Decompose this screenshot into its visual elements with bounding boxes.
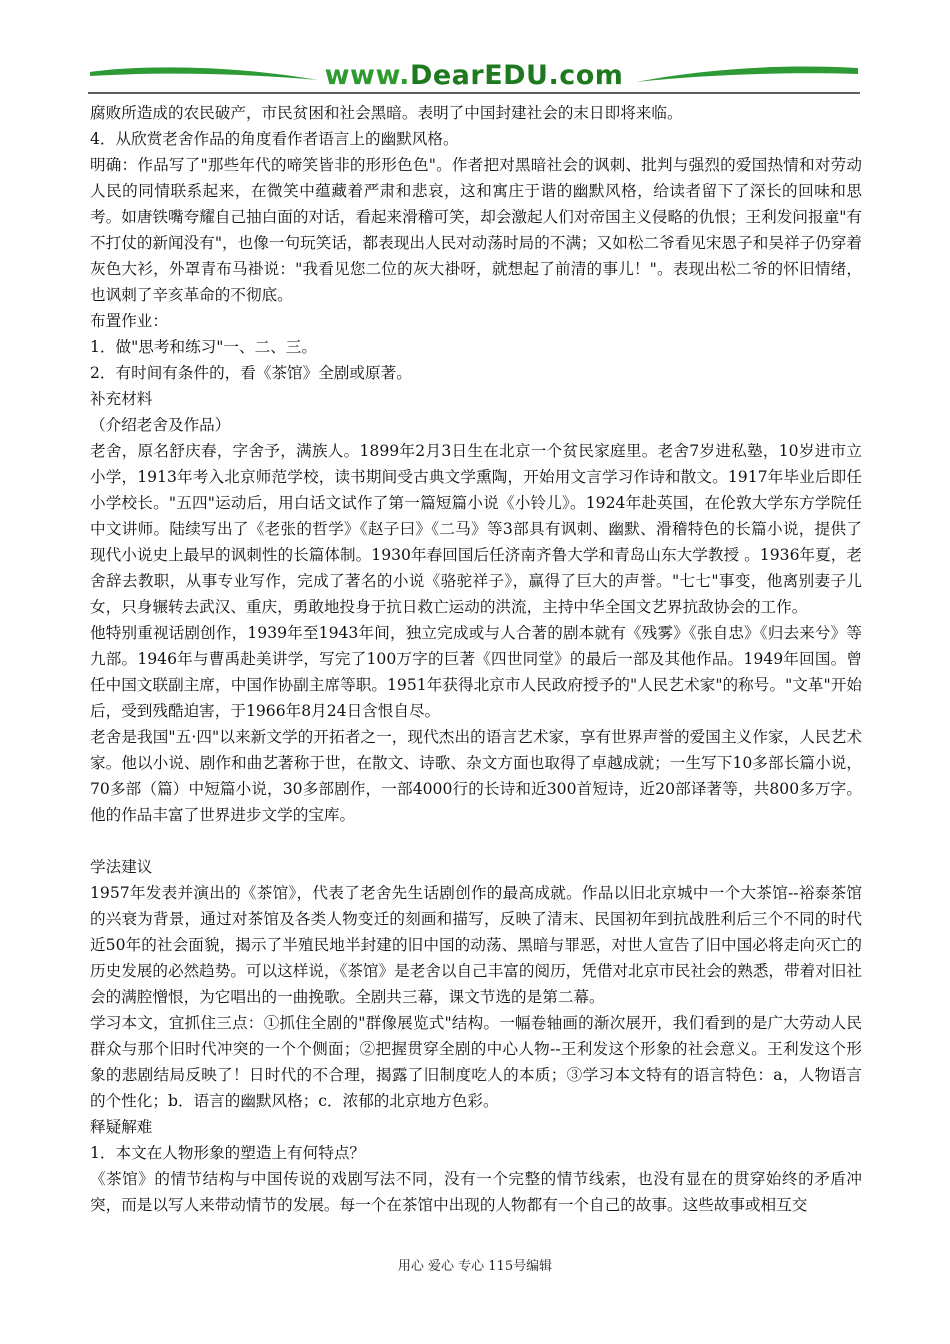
logo-prefix: www. [324, 60, 410, 91]
paragraph: 1．做"思考和练习"一、二、三。 [90, 338, 317, 356]
paragraph: 4．从欣赏老舍作品的角度看作者语言上的幽默风格。 [90, 130, 459, 148]
site-logo-url [88, 60, 860, 92]
paragraph: 老舍是我国"五·四"以来新文学的开拓者之一，现代杰出的语言艺术家，享有世界声誉的爱国主义作家，人民艺术家。他以小说、剧作和曲艺著称于世，在散文、诗歌、杂文方面也取得了卓越成就；一生写下10多部长篇小说，70多部（篇）中短篇小说，30多部剧作，一部4000行的长诗和近300首短诗，近20部译著等，共800多万字。他的作品丰富了世界进步文学的宝库。 [90, 728, 862, 824]
paragraph: 2．有时间有条件的，看《茶馆》全剧或原著。 [90, 364, 412, 382]
section-heading: 学法建议 [90, 858, 153, 876]
paragraph: 学习本文，宜抓住三点：①抓住全剧的"群像展览式"结构。一幅卷轴画的渐次展开，我们看到的是广大劳动人民群众与那个旧时代冲突的一个个侧面；②把握贯穿全剧的中心人物--王利发这个形象的社会意义。王利发这个形象的悲剧结局反映了！日时代的不合理，揭露了旧制度吃人的本质；③学习本文特有的语言特色：a，人物语言的个性化；b．语言的幽默风格；c．浓郁的北京地方色彩。 [90, 1014, 862, 1110]
paragraph: 老舍，原名舒庆春，字舍予，满族人。1899年2月3日生在北京一个贫民家庭里。老舍7岁进私塾，10岁进市立小学，1913年考入北京师范学校，读书期间受古典文学熏陶，开始用文言学习作诗和散文。1917年毕业后即任小学校长。"五四"运动后，用白话文试作了第一篇短篇小说《小铃儿》。1924年赴英国，在伦敦大学东方学院任中文讲师。陆续写出了《老张的哲学》《赵子曰》《二马》等3部具有讽刺、幽默、滑稽特色的长篇小说，提供了现代小说史上最早的讽刺性的长篇体制。1930年春回国后任济南齐鲁大学和青岛山东大学教授 。1936年夏，老舍辞去教职，从事专业写作，完成了著名的小说《骆驼祥子》，赢得了巨大的声誉。"七七"事变，他离别妻子儿女，只身辗转去武汉、重庆，勇敢地投身于抗日救亡运动的洪流，主持中华全国文艺界抗敌协会的工作。 [90, 442, 862, 616]
section-heading: 布置作业： [90, 312, 168, 330]
section-heading: 补充材料 [90, 390, 153, 408]
site-header-banner [88, 58, 860, 96]
blank-line [90, 828, 862, 854]
page-footer: 用心 爱心 专心 115号编辑 [397, 1259, 553, 1274]
paragraph: 1957年发表并演出的《茶馆》，代表了老舍先生话剧创作的最高成就。作品以旧北京城中一个大茶馆--裕泰茶馆的兴衰为背景，通过对茶馆及各类人物变迁的刻画和描写，反映了清末、民国初年到抗战胜利后三个不同的时代近50年的社会面貌，揭示了半殖民地半封建的旧中国的动荡、黑暗与罪恶，对世人宣告了旧中国必将走向灭亡的历史发展的必然趋势。可以这样说，《茶馆》是老舍以自己丰富的阅历，凭借对北京市民社会的熟悉，带着对旧社会的满腔憎恨，为它唱出的一曲挽歌。全剧共三幕，课文节选的是第二幕。 [90, 884, 862, 1006]
paragraph: （介绍老舍及作品） [90, 416, 231, 434]
paragraph: 明确：作品写了"那些年代的啼笑皆非的形形色色"。作者把对黑暗社会的讽刺、批判与强烈的爱国热情和对劳动人民的同情联系起来，在微笑中蕴藏着严肃和悲哀，这和寓庄于谐的幽默风格，给读者留下了深长的回味和思考。如唐铁嘴夸耀自己抽白面的对话，看起来滑稽可笑，却会激起人们对帝国主义侵略的仇恨；王利发问报童"有不打仗的新闻没有"，也像一句玩笑话，都表现出人民对动荡时局的不满；又如松二爷看见宋恩子和吴祥子仍穿着灰色大衫，外罩青布马褂说："我看见您二位的灰大褂呀，就想起了前清的事儿！"。表现出松二爷的怀旧情绪，也讽刺了辛亥革命的不彻底。 [90, 156, 862, 304]
paragraph: 他特别重视话剧创作，1939年至1943年间，独立完成或与人合著的剧本就有《残雾》《张自忠》《归去来兮》等九部。1946年与曹禹赴美讲学，写完了100万字的巨著《四世同堂》的最后一部及其他作品。1949年回国。曾任中国文联副主席，中国作协副主席等职。1951年获得北京市人民政府授予的"人民艺术家"的称号。"文革"开始后，受到残酷迫害，于1966年8月24日含恨自尽。 [90, 624, 862, 720]
paragraph: 《茶馆》的情节结构与中国传说的戏剧写法不同，没有一个完整的情节线索，也没有显在的贯穿始终的矛盾冲突，而是以写人来带动情节的发展。每一个在茶馆中出现的人物都有一个自己的故事。这些故事或相互交 [90, 1170, 862, 1214]
paragraph: 1．本文在人物形象的塑造上有何特点？ [90, 1144, 366, 1162]
paragraph: 腐败所造成的农民破产，市民贫困和社会黑暗。表明了中国封建社会的末日即将来临。 [90, 104, 683, 122]
document-body [90, 100, 862, 1218]
section-heading: 释疑解难 [90, 1118, 153, 1136]
logo-brand: DearEDU.com [409, 60, 624, 91]
